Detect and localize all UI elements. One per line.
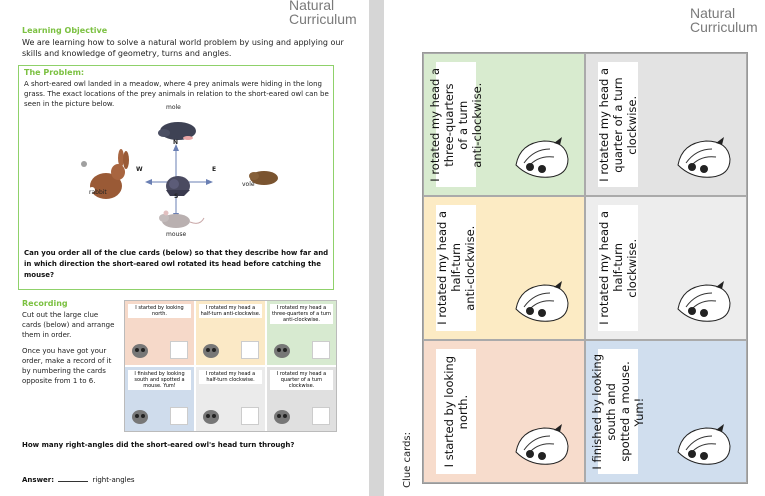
mole-illustration [158, 122, 196, 140]
clue-card-text: I rotated my head a half-turn anti-clockwise. [435, 211, 477, 325]
mini-cards-grid [124, 300, 337, 432]
number-box[interactable] [312, 407, 330, 425]
owl-head-icon [271, 405, 293, 427]
owl-head-icon [510, 135, 572, 181]
mini-card-text: I rotated my head a three-quarters of a turn anti-clockwise. [271, 305, 332, 323]
clue-card[interactable] [585, 196, 747, 339]
brand-line1: Natural [690, 5, 736, 21]
mini-card [196, 301, 265, 365]
clue-card-label [598, 62, 638, 187]
compass-south: S [174, 193, 179, 200]
number-box[interactable] [241, 341, 259, 359]
answer-unit: right-angles [92, 476, 135, 484]
how-many-question: How many right-angles did the short-eared owl's head turn through? [22, 441, 295, 449]
clue-cards-grid [422, 52, 748, 484]
clue-card-label [598, 205, 638, 330]
number-box[interactable] [312, 341, 330, 359]
clue-card-text: I rotated my head a quarter of a turn clockwise. [597, 67, 639, 182]
objective-text: We are learning how to solve a natural world problem by using and applying our skills and knowledge of geometry, turns and angles. [22, 38, 344, 58]
clue-card-label [436, 349, 476, 474]
owl-head-icon [129, 339, 151, 361]
rabbit-label: rabbit [89, 189, 107, 196]
brand-line2: Curriculum [289, 11, 357, 27]
clue-card-text: I finished by looking south and spotted a mouse. Yum! [590, 353, 646, 470]
clue-card-text: I started by looking north. [442, 355, 470, 467]
mini-card [125, 301, 194, 365]
owl-head-icon [200, 339, 222, 361]
brand-line2: Curriculum [690, 19, 758, 35]
mini-card-text: I rotated my head a half-turn clockwise. [199, 370, 262, 384]
problem-box [18, 65, 334, 290]
clue-cards-page [384, 0, 765, 496]
owl-head-icon [672, 279, 734, 325]
clue-card-label [428, 62, 484, 187]
answer-label: Answer: [22, 476, 55, 484]
compass-east: E [212, 166, 217, 173]
brand-logo [690, 6, 758, 34]
clue-card[interactable] [585, 53, 747, 196]
compass-west: W [136, 166, 143, 173]
owl-head-icon [672, 135, 734, 181]
owl-head-icon [200, 405, 222, 427]
clue-card-label [590, 349, 646, 474]
mini-card-text: I rotated my head a half-turn anti-clockwise. [200, 305, 261, 317]
recording-title: Recording [22, 299, 68, 308]
mini-card [125, 367, 194, 431]
objective-title: Learning Objective [22, 26, 108, 35]
number-box[interactable] [170, 341, 188, 359]
mini-card [267, 367, 336, 431]
mini-card-text: I started by looking north. [128, 304, 191, 318]
owl-head-icon [271, 339, 293, 361]
mini-card [267, 301, 336, 365]
clue-card[interactable] [423, 196, 585, 339]
recording-text-1: Cut out the large clue cards (below) and arrange them in order. [22, 311, 115, 339]
clue-cards-label: Clue cards: [402, 432, 413, 488]
mouse-label: mouse [166, 231, 187, 238]
answer-blank[interactable] [58, 481, 88, 482]
clue-card[interactable] [423, 340, 585, 483]
vole-label: vole [242, 181, 255, 188]
owl-head-icon [510, 279, 572, 325]
number-box[interactable] [241, 407, 259, 425]
question-text: Can you order all of the clue cards (below) so that they describe how far and in which direction the short-eared owl rotated its head before catching the mouse? [24, 249, 329, 279]
owl-head-icon [129, 405, 151, 427]
owl-head-icon [510, 422, 572, 468]
answer-line [22, 476, 135, 484]
brand-logo [289, 0, 357, 26]
brand-line1: Natural [289, 0, 335, 13]
page-gap [369, 0, 384, 496]
clue-card[interactable] [585, 340, 747, 483]
compass-north: N [173, 139, 179, 146]
compass-diagram [74, 106, 294, 236]
mole-label: mole [166, 104, 181, 111]
mini-card-text: I rotated my head a quarter of a turn clockwise. [270, 370, 333, 390]
owl-head-icon [672, 422, 734, 468]
clue-card[interactable] [423, 53, 585, 196]
number-box[interactable] [170, 407, 188, 425]
clue-card-text: I rotated my head a half-turn clockwise. [597, 211, 639, 325]
worksheet-page [0, 0, 369, 496]
mini-card-text: I finished by looking south and spotted a mouse. Yum! [128, 370, 191, 390]
problem-text: A short-eared owl landed in a meadow, where 4 prey animals were hiding in the long grass. The exact locations of the prey animals in relation to the short-eared owl can be seen in the picture below. [24, 80, 329, 108]
mouse-illustration [159, 211, 204, 229]
problem-title: The Problem: [24, 68, 85, 77]
mini-card [196, 367, 265, 431]
clue-card-label [436, 205, 476, 330]
recording-text-2: Once you have got your order, make a record of it by numbering the cards opposite from 1 to 6. [22, 347, 112, 385]
recording-instructions [22, 310, 117, 386]
clue-card-text: I rotated my head a three-quarters of a turn anti-clockwise. [428, 67, 484, 182]
